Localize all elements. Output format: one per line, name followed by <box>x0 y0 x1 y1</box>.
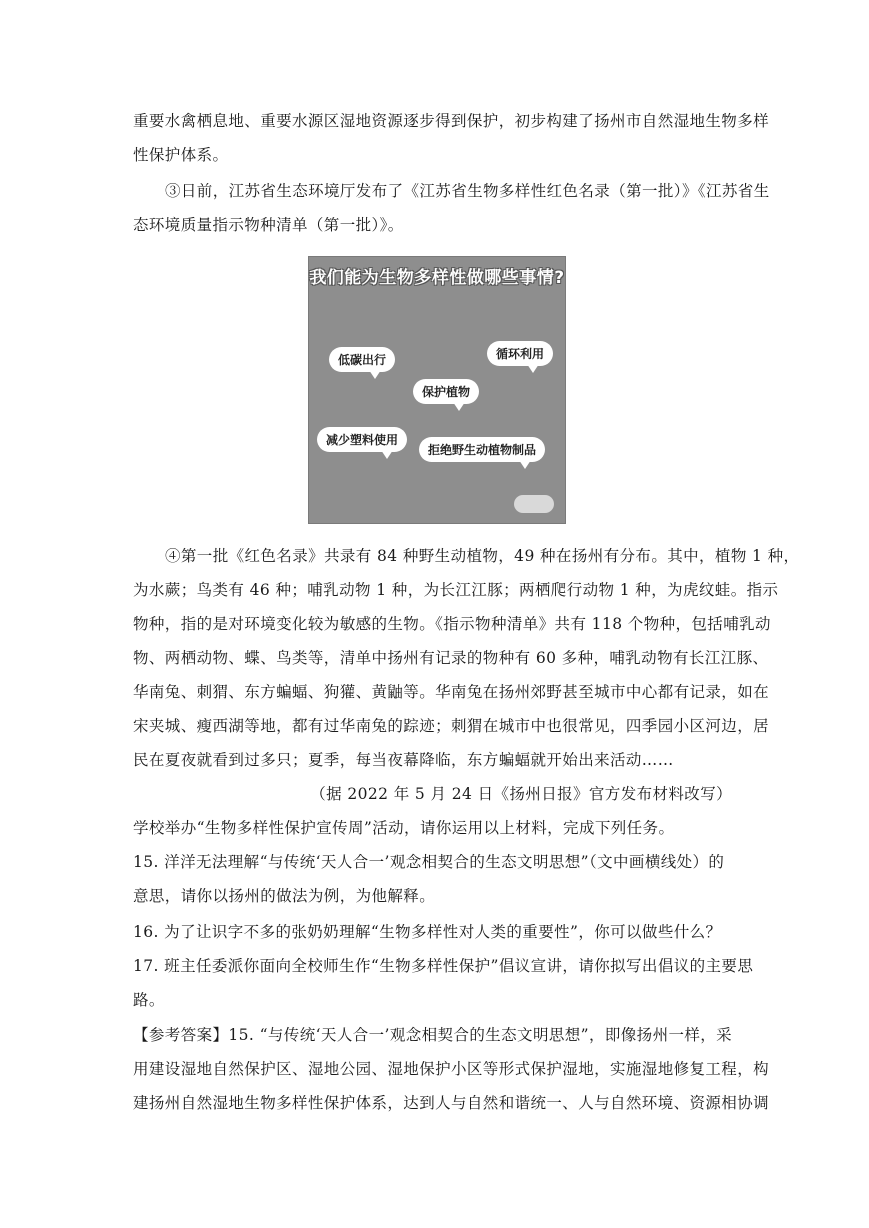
task-intro: 学校举办“生物多样性保护宣传周”活动，请你运用以上材料，完成下列任务。 <box>133 819 675 837</box>
paragraph-line: 态环境质量指示物种清单（第一批）》。 <box>133 216 404 234</box>
empty-bubble <box>514 495 554 513</box>
question-15: 15. 洋洋无法理解“与传统‘天人合一’观念相契合的生态文明思想”（文中画横线处）的 <box>133 853 725 871</box>
source-citation: （据 2022 年 5 月 24 日《扬州日报》官方发布材料改写） <box>310 785 732 803</box>
paragraph-line: ④第一批《红色名录》共录有 84 种野生动植物，49 种在扬州有分布。其中，植物 1 种， <box>165 547 800 565</box>
figure-title: 我们能为生物多样性做哪些事情? <box>309 268 565 288</box>
biodiversity-illustration <box>308 256 566 524</box>
speech-bubble: 低碳出行 <box>329 347 395 372</box>
answer-line: 用建设湿地自然保护区、湿地公园、湿地保护小区等形式保护湿地，实施湿地修复工程，构 <box>133 1060 770 1078</box>
speech-bubble: 拒绝野生动植物制品 <box>419 437 545 462</box>
paragraph-line: 民在夏夜就看到过多只；夏季，每当夜幕降临，东方蝙蝠就开始出来活动…… <box>133 751 674 769</box>
question-15-cont: 意思，请你以扬州的做法为例，为他解释。 <box>133 887 436 905</box>
paragraph-line: 物、两栖动物、蝶、鸟类等，清单中扬州有记录的物种有 60 多种，哺乳动物有长江江豚、 <box>133 649 769 667</box>
question-16: 16. 为了让识字不多的张奶奶理解“生物多样性对人类的重要性”，你可以做些什么？ <box>133 923 722 941</box>
answer-heading: 【参考答案】15. “与传统‘天人合一’观念相契合的生态文明思想”，即像扬州一样，采 <box>133 1026 733 1044</box>
paragraph-line: 性保护体系。 <box>133 146 229 164</box>
paragraph-line: 宋夹城、瘦西湖等地，都有过华南兔的踪迹；刺猬在城市中也很常见，四季园小区河边，居 <box>133 717 770 735</box>
paragraph-line: 华南兔、刺猬、东方蝙蝠、狗獾、黄鼬等。华南兔在扬州郊野甚至城市中心都有记录，如在 <box>133 683 770 701</box>
paragraph-line: 重要水禽栖息地、重要水源区湿地资源逐步得到保护，初步构建了扬州市自然湿地生物多样 <box>133 112 770 130</box>
paragraph-line: 为水蕨；鸟类有 46 种；哺乳动物 1 种，为长江江豚；两栖爬行动物 1 种，为虎纹蛙。指示 <box>133 581 779 599</box>
question-17-cont: 路。 <box>133 991 165 1009</box>
speech-bubble: 循环利用 <box>487 341 553 366</box>
question-17: 17. 班主任委派你面向全校师生作“生物多样性保护”倡议宣讲，请你拟写出倡议的主要思 <box>133 957 754 975</box>
speech-bubble: 减少塑料使用 <box>317 427 407 452</box>
paragraph-line: ③日前，江苏省生态环境厅发布了《江苏省生物多样性红色名录（第一批）》《江苏省生 <box>165 182 770 200</box>
speech-bubble: 保护植物 <box>413 379 479 404</box>
answer-line: 建扬州自然湿地生物多样性保护体系，达到人与自然和谐统一、人与自然环境、资源相协调 <box>133 1094 770 1112</box>
paragraph-line: 物种，指的是对环境变化较为敏感的生物。《指示物种清单》共有 118 个物种，包括哺乳动 <box>133 615 771 633</box>
